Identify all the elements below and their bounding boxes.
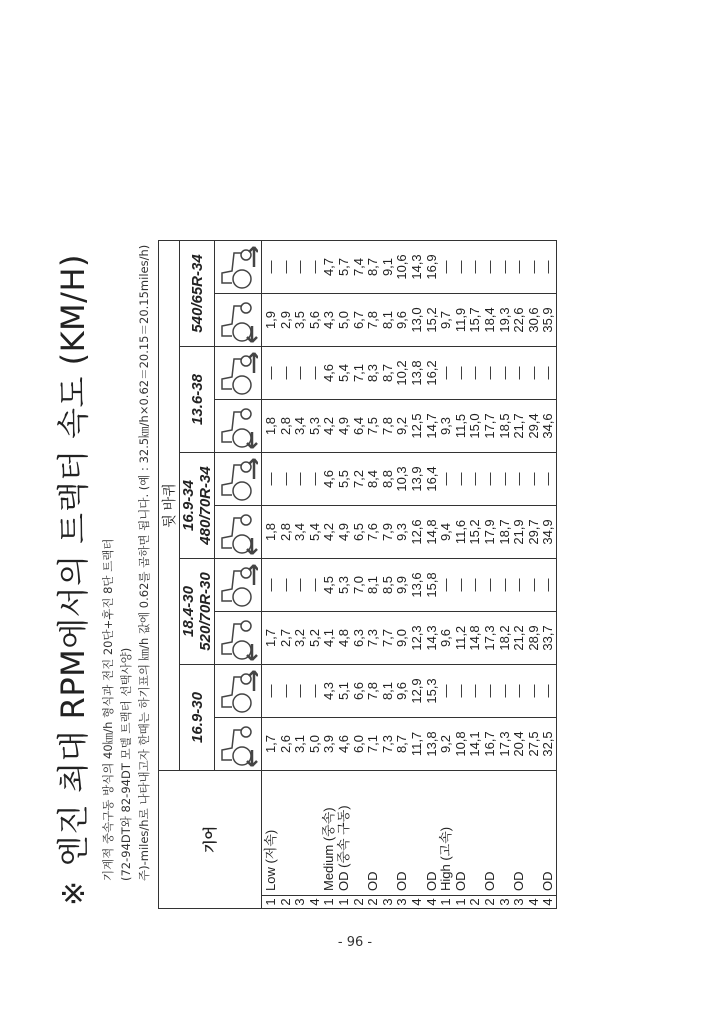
speed-value: 6,3 <box>350 628 366 648</box>
gear-label: OD <box>394 871 410 891</box>
speed-value: 7,4 <box>350 257 366 277</box>
speed-value: 34,9 <box>540 519 556 545</box>
speed-value: 18,5 <box>496 413 512 439</box>
speed-value: 7,3 <box>365 628 381 648</box>
speed-value: — <box>481 684 497 698</box>
speed-value: — <box>438 684 454 698</box>
speed-value: — <box>511 684 527 698</box>
speed-value: 18,4 <box>481 307 497 333</box>
speed-value: 7,5 <box>365 416 381 436</box>
speed-value: — <box>540 472 556 486</box>
speed-column <box>262 612 557 665</box>
speed-value: 19,3 <box>496 307 512 333</box>
speed-value: — <box>263 684 278 698</box>
speed-value: 8,7 <box>394 734 410 754</box>
speed-value: 11,5 <box>452 413 468 439</box>
direction-icon-cell <box>215 347 262 400</box>
tire-size-label: 18.4-30 <box>180 586 197 637</box>
speed-value: 2,7 <box>277 628 293 648</box>
page-title <box>48 254 94 906</box>
speed-value: — <box>277 260 293 274</box>
speed-value: 5,2 <box>306 628 322 648</box>
speed-value: 17,3 <box>481 625 497 651</box>
speed-value: — <box>496 260 512 274</box>
speed-value: 13,0 <box>408 307 424 333</box>
speed-table <box>158 240 557 909</box>
gear-label: High (고속) <box>438 826 454 891</box>
gear-number: 4 <box>540 898 556 906</box>
speed-value: 7,0 <box>350 575 366 595</box>
direction-icon-cell <box>215 718 262 771</box>
speed-value: 4,6 <box>335 734 351 754</box>
speed-value: — <box>438 366 454 380</box>
speed-value: 2,6 <box>277 734 293 754</box>
speed-value: 7,8 <box>365 681 381 701</box>
speed-value: 16,7 <box>481 731 497 757</box>
speed-value: 8,1 <box>379 310 395 330</box>
speed-value: 9,2 <box>438 734 454 754</box>
speed-value: 9,1 <box>379 257 395 277</box>
speed-value: — <box>467 472 483 486</box>
gear-number: 1 <box>452 898 468 906</box>
speed-value: 11,7 <box>408 731 424 757</box>
speed-value: 4,6 <box>321 363 337 383</box>
tire-size-header <box>180 241 215 347</box>
tire-size-label: 520/70R-30 <box>197 572 214 651</box>
speed-value: 13,8 <box>408 360 424 386</box>
speed-value: — <box>467 684 483 698</box>
speed-value: 34,6 <box>540 413 556 439</box>
speed-column <box>262 400 557 453</box>
speed-value: 6,7 <box>350 310 366 330</box>
speed-value: 8,5 <box>379 575 395 595</box>
speed-value: 7,3 <box>379 734 395 754</box>
speed-value: 28,9 <box>525 625 541 651</box>
speed-value: 6,5 <box>350 522 366 542</box>
speed-column <box>262 347 557 400</box>
speed-column <box>262 506 557 559</box>
direction-icon-cell <box>215 241 262 294</box>
speed-column <box>262 241 557 294</box>
note-line-1: 기계적 중속구동 방식의 40㎞/h 형식과 전진 20단+후진 8단 트랙터 <box>101 538 115 881</box>
speed-value: — <box>438 578 454 592</box>
gear-label <box>468 771 483 891</box>
speed-value: — <box>306 578 322 592</box>
speed-value: 9,0 <box>394 628 410 648</box>
tire-size-header <box>180 347 215 453</box>
gear-label <box>498 771 513 891</box>
speed-value: 10,6 <box>394 254 410 280</box>
speed-value: 32,5 <box>540 731 556 757</box>
direction-icon-cell <box>215 559 262 612</box>
speed-value: 7,1 <box>350 363 366 383</box>
speed-value: 16,9 <box>423 254 439 280</box>
direction-icon-cell <box>215 294 262 347</box>
speed-value: — <box>540 684 556 698</box>
gear-label: Low (저속) <box>263 829 278 891</box>
gear-number: 3 <box>511 898 527 906</box>
speed-value: — <box>306 366 322 380</box>
speed-column <box>262 718 557 771</box>
gear-label: OD <box>423 871 439 891</box>
speed-value: 9,3 <box>394 522 410 542</box>
speed-value: 11,9 <box>452 307 468 333</box>
gear-label: OD <box>365 871 381 891</box>
title-text: 엔진 최대 RPM에서의 트랙터 속도 (KM/H) <box>54 254 92 867</box>
speed-value: — <box>452 366 468 380</box>
speed-value: — <box>481 366 497 380</box>
speed-value: 3,4 <box>292 416 308 436</box>
tractor-forward-icon <box>218 559 258 611</box>
tire-size-label: 480/70R-34 <box>197 466 214 545</box>
speed-value: 3,1 <box>292 734 308 754</box>
speed-value: — <box>525 684 541 698</box>
speed-value: 13,9 <box>408 466 424 492</box>
speed-value: 5,1 <box>335 681 351 701</box>
gear-number: 2 <box>277 898 293 906</box>
speed-value: — <box>277 472 293 486</box>
gear-number: 2 <box>365 898 381 906</box>
speed-value: 14,3 <box>423 625 439 651</box>
speed-column <box>262 294 557 347</box>
speed-value: 10,2 <box>394 360 410 386</box>
tire-size-header <box>180 665 215 771</box>
speed-value: 7,9 <box>379 522 395 542</box>
tire-size-label: 540/65R-34 <box>188 254 206 333</box>
speed-value: 14,3 <box>408 254 424 280</box>
gear-label <box>410 771 425 891</box>
speed-value: 5,3 <box>306 416 322 436</box>
speed-value: — <box>292 578 308 592</box>
speed-value: — <box>263 366 278 380</box>
gear-number: 1 <box>335 898 351 906</box>
speed-value: — <box>306 260 322 274</box>
direction-icon-cell <box>215 665 262 718</box>
speed-value: — <box>525 366 541 380</box>
speed-value: 4,3 <box>321 681 337 701</box>
speed-value: 2,9 <box>277 310 293 330</box>
speed-value: 29,7 <box>525 519 541 545</box>
speed-value: 1,9 <box>263 310 278 330</box>
speed-value: — <box>292 366 308 380</box>
speed-value: 18,2 <box>496 625 512 651</box>
speed-value: 5,0 <box>306 734 322 754</box>
speed-value: — <box>438 472 454 486</box>
gear-label: OD (중속 구동) <box>335 805 351 891</box>
gear-label: Medium (중속) <box>321 807 337 891</box>
gear-number-column <box>262 896 557 909</box>
speed-value: 3,4 <box>292 522 308 542</box>
speed-value: 15,8 <box>423 572 439 598</box>
gear-label <box>381 771 396 891</box>
speed-value: — <box>481 578 497 592</box>
speed-value: 6,6 <box>350 681 366 701</box>
gear-number: 3 <box>292 898 308 906</box>
tractor-reverse-icon <box>218 400 258 452</box>
speed-value: — <box>438 260 454 274</box>
speed-value: — <box>452 684 468 698</box>
gear-label <box>293 771 308 891</box>
gear-number: 1 <box>438 898 454 906</box>
gear-number: 4 <box>423 898 439 906</box>
speed-value: 22,6 <box>511 307 527 333</box>
speed-value: 4,1 <box>321 628 337 648</box>
speed-value: 16,2 <box>423 360 439 386</box>
speed-value: 2,8 <box>277 522 293 542</box>
speed-value: 7,8 <box>365 310 381 330</box>
speed-value: 1,7 <box>263 628 278 648</box>
gear-number: 3 <box>394 898 410 906</box>
speed-value: 1,8 <box>263 522 278 542</box>
speed-value: 1,8 <box>263 416 278 436</box>
speed-value: — <box>525 260 541 274</box>
speed-value: — <box>496 472 512 486</box>
speed-column <box>262 453 557 506</box>
speed-value: 9,6 <box>394 681 410 701</box>
gear-label: OD <box>481 871 497 891</box>
tractor-reverse-icon <box>218 506 258 558</box>
speed-value: 11,6 <box>452 519 468 545</box>
speed-value: 8,1 <box>365 575 381 595</box>
tire-size-label: 16.9-34 <box>180 480 197 531</box>
gear-number: 3 <box>496 898 512 906</box>
gear-number: 1 <box>321 898 337 906</box>
speed-value: 7,8 <box>379 416 395 436</box>
speed-value: 8,1 <box>379 681 395 701</box>
gear-label: OD <box>511 871 527 891</box>
speed-value: — <box>306 472 322 486</box>
speed-value: — <box>292 260 308 274</box>
gear-label: OD <box>452 871 468 891</box>
speed-value: 5,5 <box>335 469 351 489</box>
speed-value: 15,2 <box>423 307 439 333</box>
gear-number: 1 <box>263 898 278 906</box>
speed-column <box>262 665 557 718</box>
speed-value: 8,3 <box>365 363 381 383</box>
speed-value: 12,9 <box>408 678 424 704</box>
speed-value: 27,5 <box>525 731 541 757</box>
speed-value: 14,1 <box>467 731 483 757</box>
speed-value: — <box>481 472 497 486</box>
tractor-forward-icon <box>218 665 258 717</box>
note-line-3: 주)-miles/h로 나타내고자 한때는 하기표의 ㎞/h 값에 0.62를 곱하면 됩니다. (예 : 32.5㎞/h×0.62＝20.15＝20.15miles/h) <box>137 244 151 881</box>
speed-value: 8,7 <box>365 257 381 277</box>
speed-value: 5,7 <box>335 257 351 277</box>
speed-value: — <box>306 684 322 698</box>
speed-value: 6,4 <box>350 416 366 436</box>
gear-label <box>352 771 367 891</box>
gear-label: OD <box>540 871 556 891</box>
speed-value: 2,8 <box>277 416 293 436</box>
direction-icon-cell <box>215 453 262 506</box>
speed-value: — <box>481 260 497 274</box>
speed-value: 8,7 <box>379 363 395 383</box>
speed-value: 3,9 <box>321 734 337 754</box>
speed-value: — <box>496 366 512 380</box>
speed-value: — <box>452 260 468 274</box>
speed-value: — <box>511 260 527 274</box>
speed-value: 10,3 <box>394 466 410 492</box>
speed-value: — <box>511 578 527 592</box>
speed-value: — <box>292 684 308 698</box>
speed-value: 4,8 <box>335 628 351 648</box>
speed-value: 4,2 <box>321 416 337 436</box>
speed-value: — <box>452 472 468 486</box>
title-star: ※ <box>57 880 92 906</box>
tractor-reverse-icon <box>218 612 258 664</box>
speed-value: — <box>263 578 278 592</box>
speed-value: — <box>540 366 556 380</box>
note-line-2: (72-94DT와 82-94DT 모델 트랙터 선택사양) <box>119 647 133 881</box>
speed-value: 3,5 <box>292 310 308 330</box>
speed-value: 6,0 <box>350 734 366 754</box>
speed-value: 9,6 <box>438 628 454 648</box>
speed-value: 3,2 <box>292 628 308 648</box>
speed-value: — <box>263 472 278 486</box>
speed-value: 17,7 <box>481 413 497 439</box>
speed-value: — <box>525 578 541 592</box>
speed-value: 11,2 <box>452 625 468 651</box>
speed-value: 12,3 <box>408 625 424 651</box>
gear-number: 3 <box>379 898 395 906</box>
speed-value: 1,7 <box>263 734 278 754</box>
speed-value: 12,6 <box>408 519 424 545</box>
speed-value: 15,2 <box>467 519 483 545</box>
speed-value: — <box>496 578 512 592</box>
speed-value: 9,9 <box>394 575 410 595</box>
gear-column-header: 기어 <box>159 771 262 909</box>
gear-label <box>279 771 294 891</box>
speed-value: 15,3 <box>423 678 439 704</box>
speed-value: 7,2 <box>350 469 366 489</box>
speed-value: 18,7 <box>496 519 512 545</box>
speed-value: — <box>467 366 483 380</box>
speed-value: 7,6 <box>365 522 381 542</box>
speed-value: 15,7 <box>467 307 483 333</box>
speed-value: 14,8 <box>423 519 439 545</box>
speed-value: 16,4 <box>423 466 439 492</box>
tire-size-label: 16.9-30 <box>188 692 206 743</box>
speed-value: 5,6 <box>306 310 322 330</box>
speed-value: 33,7 <box>540 625 556 651</box>
direction-icon-cell <box>215 506 262 559</box>
speed-value: 7,7 <box>379 628 395 648</box>
tractor-forward-icon <box>218 347 258 399</box>
speed-value: 4,5 <box>321 575 337 595</box>
speed-value: 8,8 <box>379 469 395 489</box>
speed-value: 13,8 <box>423 731 439 757</box>
speed-value: 8,4 <box>365 469 381 489</box>
tire-size-label: 13.6-38 <box>188 374 206 425</box>
speed-value: 30,6 <box>525 307 541 333</box>
speed-value: — <box>467 260 483 274</box>
gear-label <box>308 771 323 891</box>
speed-value: 9,3 <box>438 416 454 436</box>
speed-value: — <box>511 472 527 486</box>
speed-value: 4,9 <box>335 416 351 436</box>
speed-value: — <box>525 472 541 486</box>
speed-value: 5,4 <box>335 363 351 383</box>
speed-value: 9,7 <box>438 310 454 330</box>
page-number: - 96 - <box>337 935 373 950</box>
speed-value: 13,6 <box>408 572 424 598</box>
speed-value: 7,1 <box>365 734 381 754</box>
gear-label <box>527 771 542 891</box>
speed-value: 4,7 <box>321 257 337 277</box>
speed-value: 12,5 <box>408 413 424 439</box>
speed-value: — <box>277 684 293 698</box>
tractor-forward-icon <box>218 453 258 505</box>
gear-number: 4 <box>306 898 322 906</box>
gear-number: 2 <box>350 898 366 906</box>
gear-number: 2 <box>467 898 483 906</box>
speed-value: 4,3 <box>321 310 337 330</box>
speed-value: 15,0 <box>467 413 483 439</box>
speed-value: — <box>496 684 512 698</box>
speed-value: — <box>277 366 293 380</box>
speed-value: 29,4 <box>525 413 541 439</box>
speed-value: 17,3 <box>496 731 512 757</box>
speed-value: 10,8 <box>452 731 468 757</box>
speed-value: 20,4 <box>511 731 527 757</box>
speed-value: 4,6 <box>321 469 337 489</box>
speed-value: — <box>540 578 556 592</box>
speed-column <box>262 559 557 612</box>
speed-value: 21,9 <box>511 519 527 545</box>
speed-value: 14,8 <box>467 625 483 651</box>
speed-value: — <box>277 578 293 592</box>
speed-value: — <box>452 578 468 592</box>
speed-value: 5,3 <box>335 575 351 595</box>
speed-value: 9,6 <box>394 310 410 330</box>
gear-label-column <box>262 771 557 896</box>
gear-number: 2 <box>481 898 497 906</box>
gear-number: 4 <box>525 898 541 906</box>
rear-wheel-header: 뒷 바퀴 <box>159 241 180 771</box>
tractor-reverse-icon <box>218 294 258 346</box>
tire-size-header <box>180 453 215 559</box>
speed-value: 5,0 <box>335 310 351 330</box>
speed-value: 5,4 <box>306 522 322 542</box>
tractor-reverse-icon <box>218 718 258 770</box>
speed-value: 21,2 <box>511 625 527 651</box>
speed-value: — <box>263 260 278 274</box>
speed-value: — <box>292 472 308 486</box>
speed-value: 9,2 <box>394 416 410 436</box>
speed-value: — <box>540 260 556 274</box>
speed-value: 4,9 <box>335 522 351 542</box>
speed-value: 4,2 <box>321 522 337 542</box>
speed-value: 9,4 <box>438 522 454 542</box>
direction-icon-cell <box>215 400 262 453</box>
tractor-forward-icon <box>218 241 258 293</box>
speed-value: 21,7 <box>511 413 527 439</box>
speed-value: 14,7 <box>423 413 439 439</box>
tire-size-header <box>180 559 215 665</box>
gear-number: 4 <box>408 898 424 906</box>
speed-value: — <box>511 366 527 380</box>
speed-value: 35,9 <box>540 307 556 333</box>
speed-value: 17,9 <box>481 519 497 545</box>
speed-value: — <box>467 578 483 592</box>
direction-icon-cell <box>215 612 262 665</box>
